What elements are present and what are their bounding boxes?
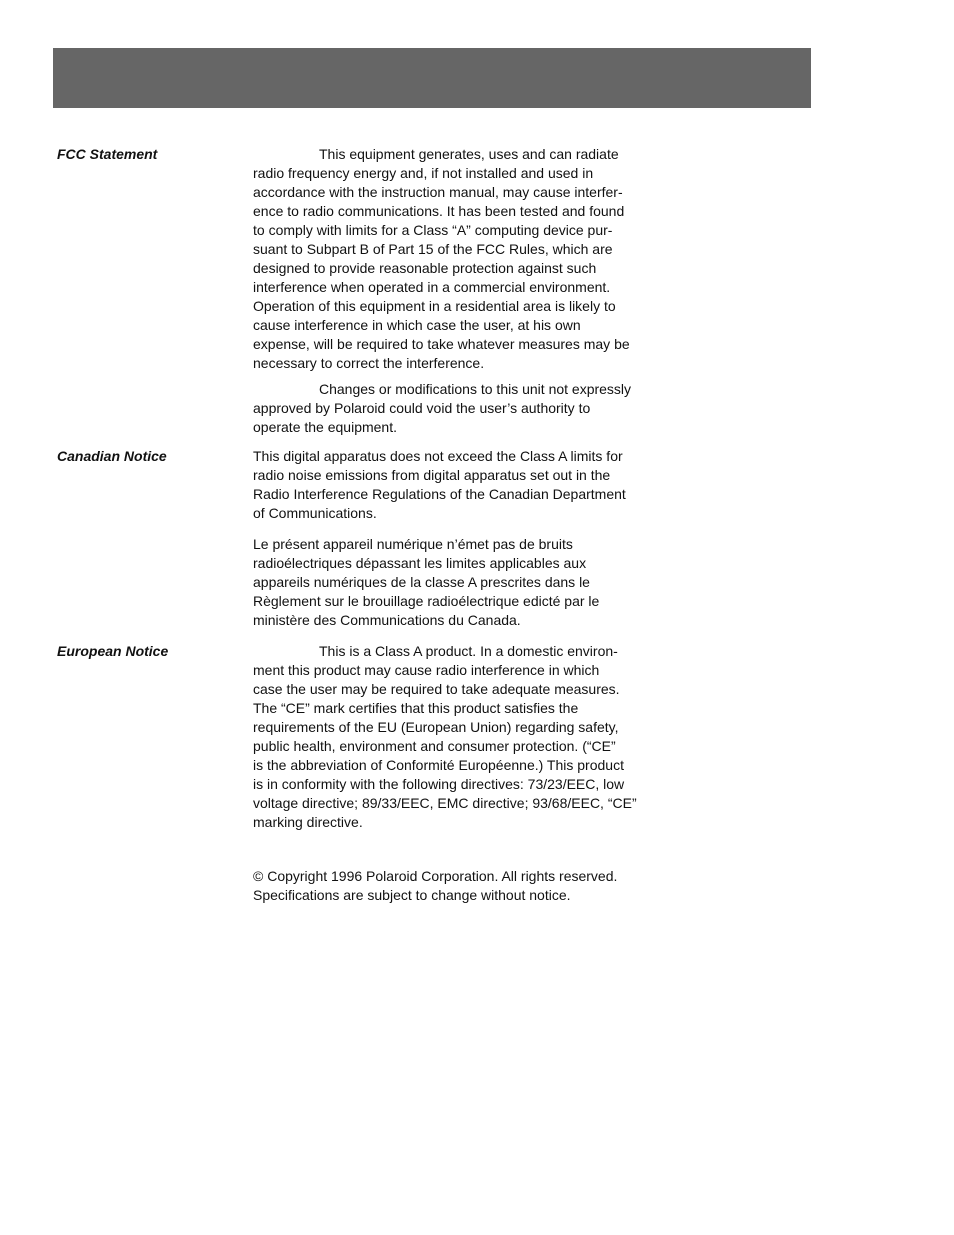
- text-line: ministère des Communications du Canada.: [253, 612, 521, 628]
- text-line: is the abbreviation of Conformité Européenne.) This product: [253, 757, 624, 773]
- fcc-statement-paragraph-2: [253, 380, 663, 437]
- text-line: interference when operated in a commercial environment.: [253, 279, 611, 295]
- text-line: marking directive.: [253, 814, 363, 830]
- text-line: This digital apparatus does not exceed the Class A limits for: [253, 448, 623, 464]
- canadian-notice-paragraph-2: [253, 535, 663, 630]
- text-line: voltage directive; 89/33/EEC, EMC directive; 93/68/EEC, “CE”: [253, 795, 637, 811]
- fcc-statement-paragraph-1: [253, 145, 663, 373]
- fcc-statement-heading: FCC Statement: [57, 146, 158, 162]
- text-line: Operation of this equipment in a residential area is likely to: [253, 298, 616, 314]
- text-line: public health, environment and consumer protection. (“CE”: [253, 738, 616, 754]
- text-line: ence to radio communications. It has been tested and found: [253, 203, 625, 219]
- copyright-line: © Copyright 1996 Polaroid Corporation. All rights reserved.: [253, 868, 618, 884]
- text-line: designed to provide reasonable protection against such: [253, 260, 597, 276]
- text-line: This equipment generates, uses and can radiate: [319, 146, 619, 162]
- text-line: radioélectriques dépassant les limites applicables aux: [253, 555, 587, 571]
- canadian-notice-paragraph-1: [253, 447, 663, 523]
- text-line: Règlement sur le brouillage radioélectrique edicté par le: [253, 593, 600, 609]
- copyright-notice: [253, 867, 663, 905]
- text-line: expense, will be required to take whatever measures may be: [253, 336, 630, 352]
- european-notice-paragraph: [253, 642, 663, 832]
- header-bar: [53, 48, 811, 108]
- text-line: to comply with limits for a Class “A” computing device pur-: [253, 222, 613, 238]
- text-line: This is a Class A product. In a domestic environ-: [319, 643, 618, 659]
- text-line: radio noise emissions from digital apparatus set out in the: [253, 467, 611, 483]
- text-line: Changes or modifications to this unit not expressly: [319, 381, 632, 397]
- text-line: radio frequency energy and, if not installed and used in: [253, 165, 594, 181]
- text-line: Le présent appareil numérique n’émet pas de bruits: [253, 536, 573, 552]
- text-line: operate the equipment.: [253, 419, 397, 435]
- specifications-line: Specifications are subject to change without notice.: [253, 887, 571, 903]
- canadian-notice-heading: Canadian Notice: [57, 448, 167, 464]
- text-line: requirements of the EU (European Union) regarding safety,: [253, 719, 619, 735]
- text-line: suant to Subpart B of Part 15 of the FCC Rules, which are: [253, 241, 613, 257]
- text-line: cause interference in which case the user, at his own: [253, 317, 581, 333]
- text-line: case the user may be required to take adequate measures.: [253, 681, 620, 697]
- european-notice-heading: European Notice: [57, 643, 169, 659]
- text-line: accordance with the instruction manual, may cause interfer-: [253, 184, 623, 200]
- text-line: necessary to correct the interference.: [253, 355, 485, 371]
- text-line: is in conformity with the following directives: 73/23/EEC, low: [253, 776, 625, 792]
- text-line: ment this product may cause radio interference in which: [253, 662, 600, 678]
- text-line: of Communications.: [253, 505, 377, 521]
- text-line: Radio Interference Regulations of the Canadian Department: [253, 486, 626, 502]
- text-line: appareils numériques de la classe A prescrites dans le: [253, 574, 590, 590]
- text-line: approved by Polaroid could void the user’s authority to: [253, 400, 591, 416]
- text-line: The “CE” mark certifies that this product satisfies the: [253, 700, 579, 716]
